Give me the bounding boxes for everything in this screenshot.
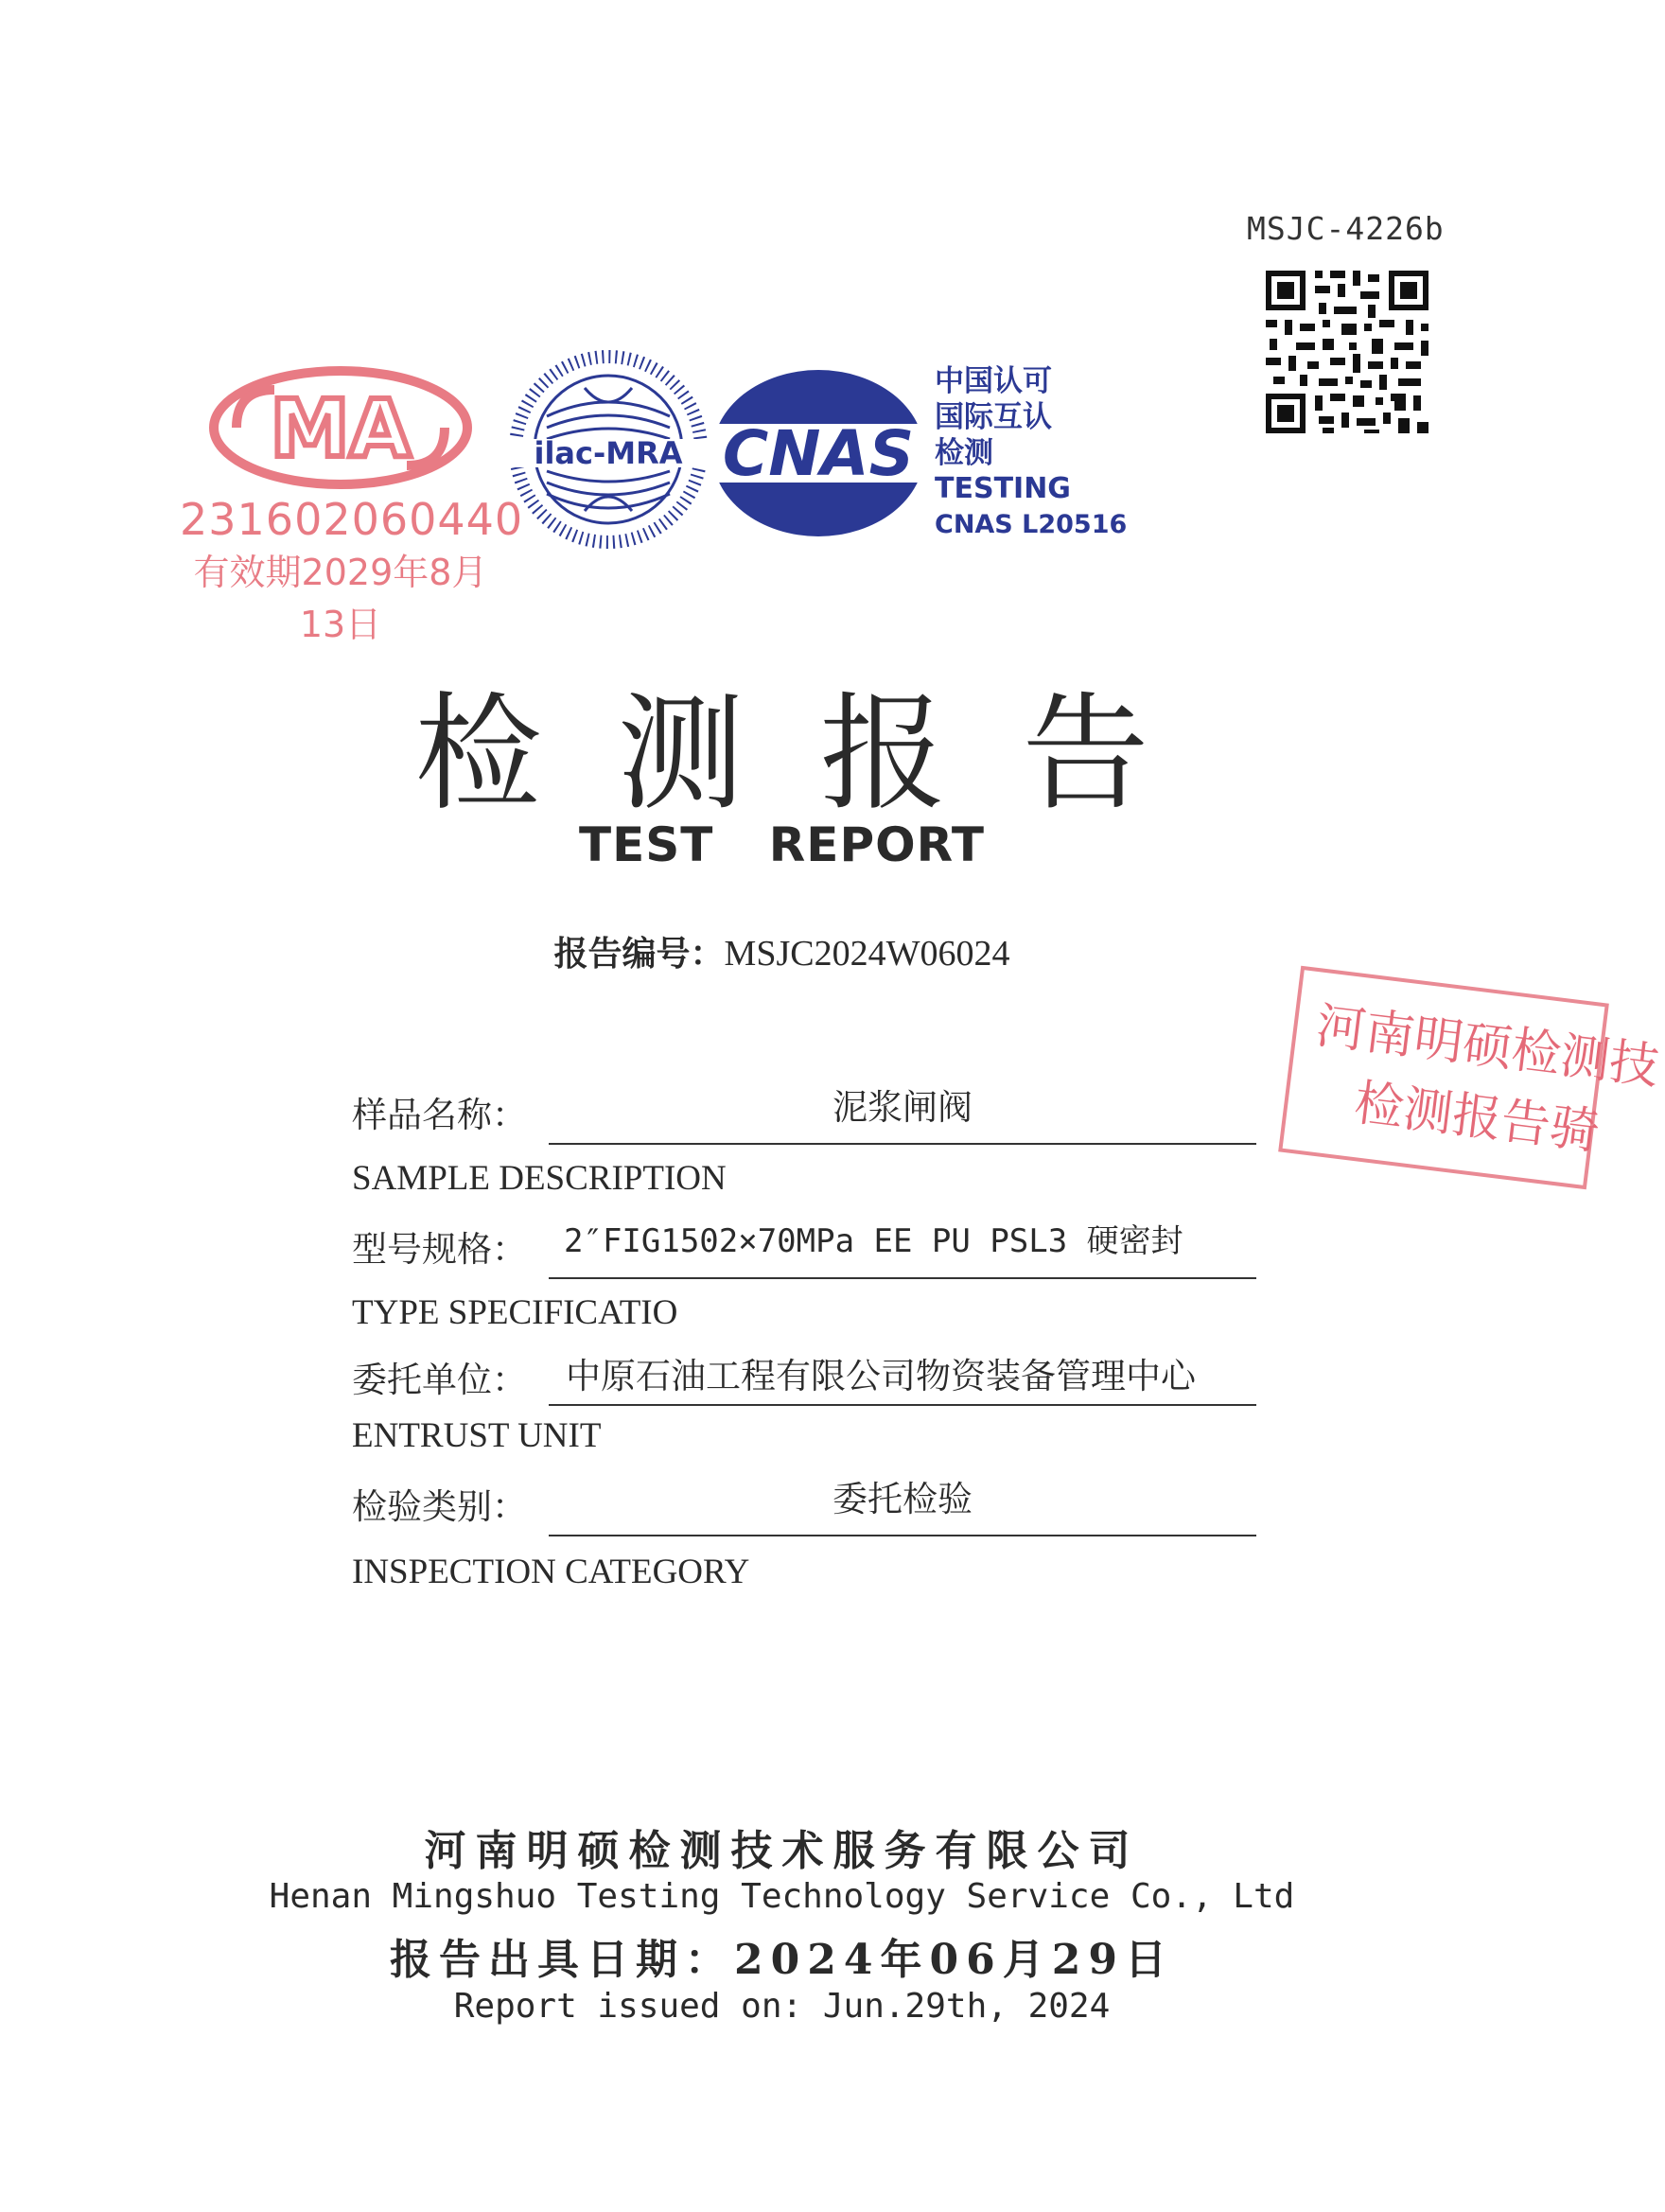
- sample-label-en: SAMPLE DESCRIPTION: [352, 1159, 727, 1198]
- type-underline: [549, 1277, 1256, 1279]
- qr-code: [1262, 267, 1432, 437]
- cnas-line-3: 检测: [935, 436, 993, 470]
- ilac-mra-icon: [509, 350, 708, 549]
- entrust-label: 委托单位：: [352, 1360, 527, 1400]
- company-name-cn: 河南明硕检测技术服务有限公司: [424, 1827, 1140, 1875]
- cnas-line-4: TESTING: [935, 472, 1071, 505]
- entrust-underline: [549, 1404, 1256, 1406]
- cma-validity: 有效期2029年8月13日: [193, 552, 488, 645]
- cma-mark-text: MA: [270, 382, 412, 475]
- entrust-value: 中原石油工程有限公司物资装备管理中心: [566, 1356, 1196, 1396]
- issue-date-cn: 报告出具日期：2024年06月29日: [390, 1936, 1174, 1984]
- type-value: 2″FIG1502×70MPa EE PU PSL3 硬密封: [564, 1222, 1183, 1260]
- cnas-mark-text: CNAS: [722, 417, 915, 490]
- cnas-text-block: [935, 363, 1127, 543]
- company-stamp: [1278, 966, 1662, 1189]
- ilac-mra-logo: [509, 350, 708, 549]
- stamp-line-1: 河南明硕检测技: [1313, 997, 1662, 1097]
- report-title-en: TEST REPORT: [579, 817, 985, 872]
- document-code: MSJC-4226b: [1247, 210, 1445, 247]
- cnas-line-2: 国际互认: [935, 400, 1052, 434]
- category-value: 委托检验: [832, 1479, 973, 1519]
- report-title-cn: 检测报告: [414, 680, 1225, 828]
- type-label-en: TYPE SPECIFICATIO: [352, 1293, 678, 1332]
- cnas-line-1: 中国认可: [935, 364, 1052, 398]
- category-label: 检验类别：: [352, 1486, 527, 1527]
- sample-underline: [549, 1143, 1256, 1145]
- cma-number: 231602060440: [180, 494, 524, 545]
- report-number-label: 报告编号：: [553, 935, 725, 974]
- cma-mark-icon: [208, 361, 473, 494]
- sample-value: 泥浆闸阀: [832, 1087, 973, 1128]
- company-name-en: Henan Mingshuo Testing Technology Service Co., Ltd: [269, 1877, 1295, 1916]
- type-label: 型号规格：: [352, 1229, 527, 1270]
- report-number-value: MSJC2024W06024: [724, 934, 1010, 974]
- cnas-line-5: CNAS L20516: [935, 510, 1128, 539]
- category-label-en: INSPECTION CATEGORY: [352, 1553, 750, 1591]
- ilac-mra-text: ilac-MRA: [534, 435, 683, 471]
- cnas-mark-icon: [710, 367, 927, 539]
- qr-code-graphic: [1262, 267, 1432, 437]
- sample-label: 样品名称：: [352, 1095, 527, 1135]
- category-underline: [549, 1535, 1256, 1536]
- stamp-line-2: 检测报告骑: [1351, 1074, 1603, 1162]
- report-number: [0, 927, 1564, 975]
- cma-logo: [180, 361, 524, 645]
- cnas-logo: [710, 367, 927, 539]
- issue-date-en: Report issued on: Jun.29th, 2024: [453, 1987, 1111, 2026]
- entrust-label-en: ENTRUST UNIT: [352, 1416, 602, 1455]
